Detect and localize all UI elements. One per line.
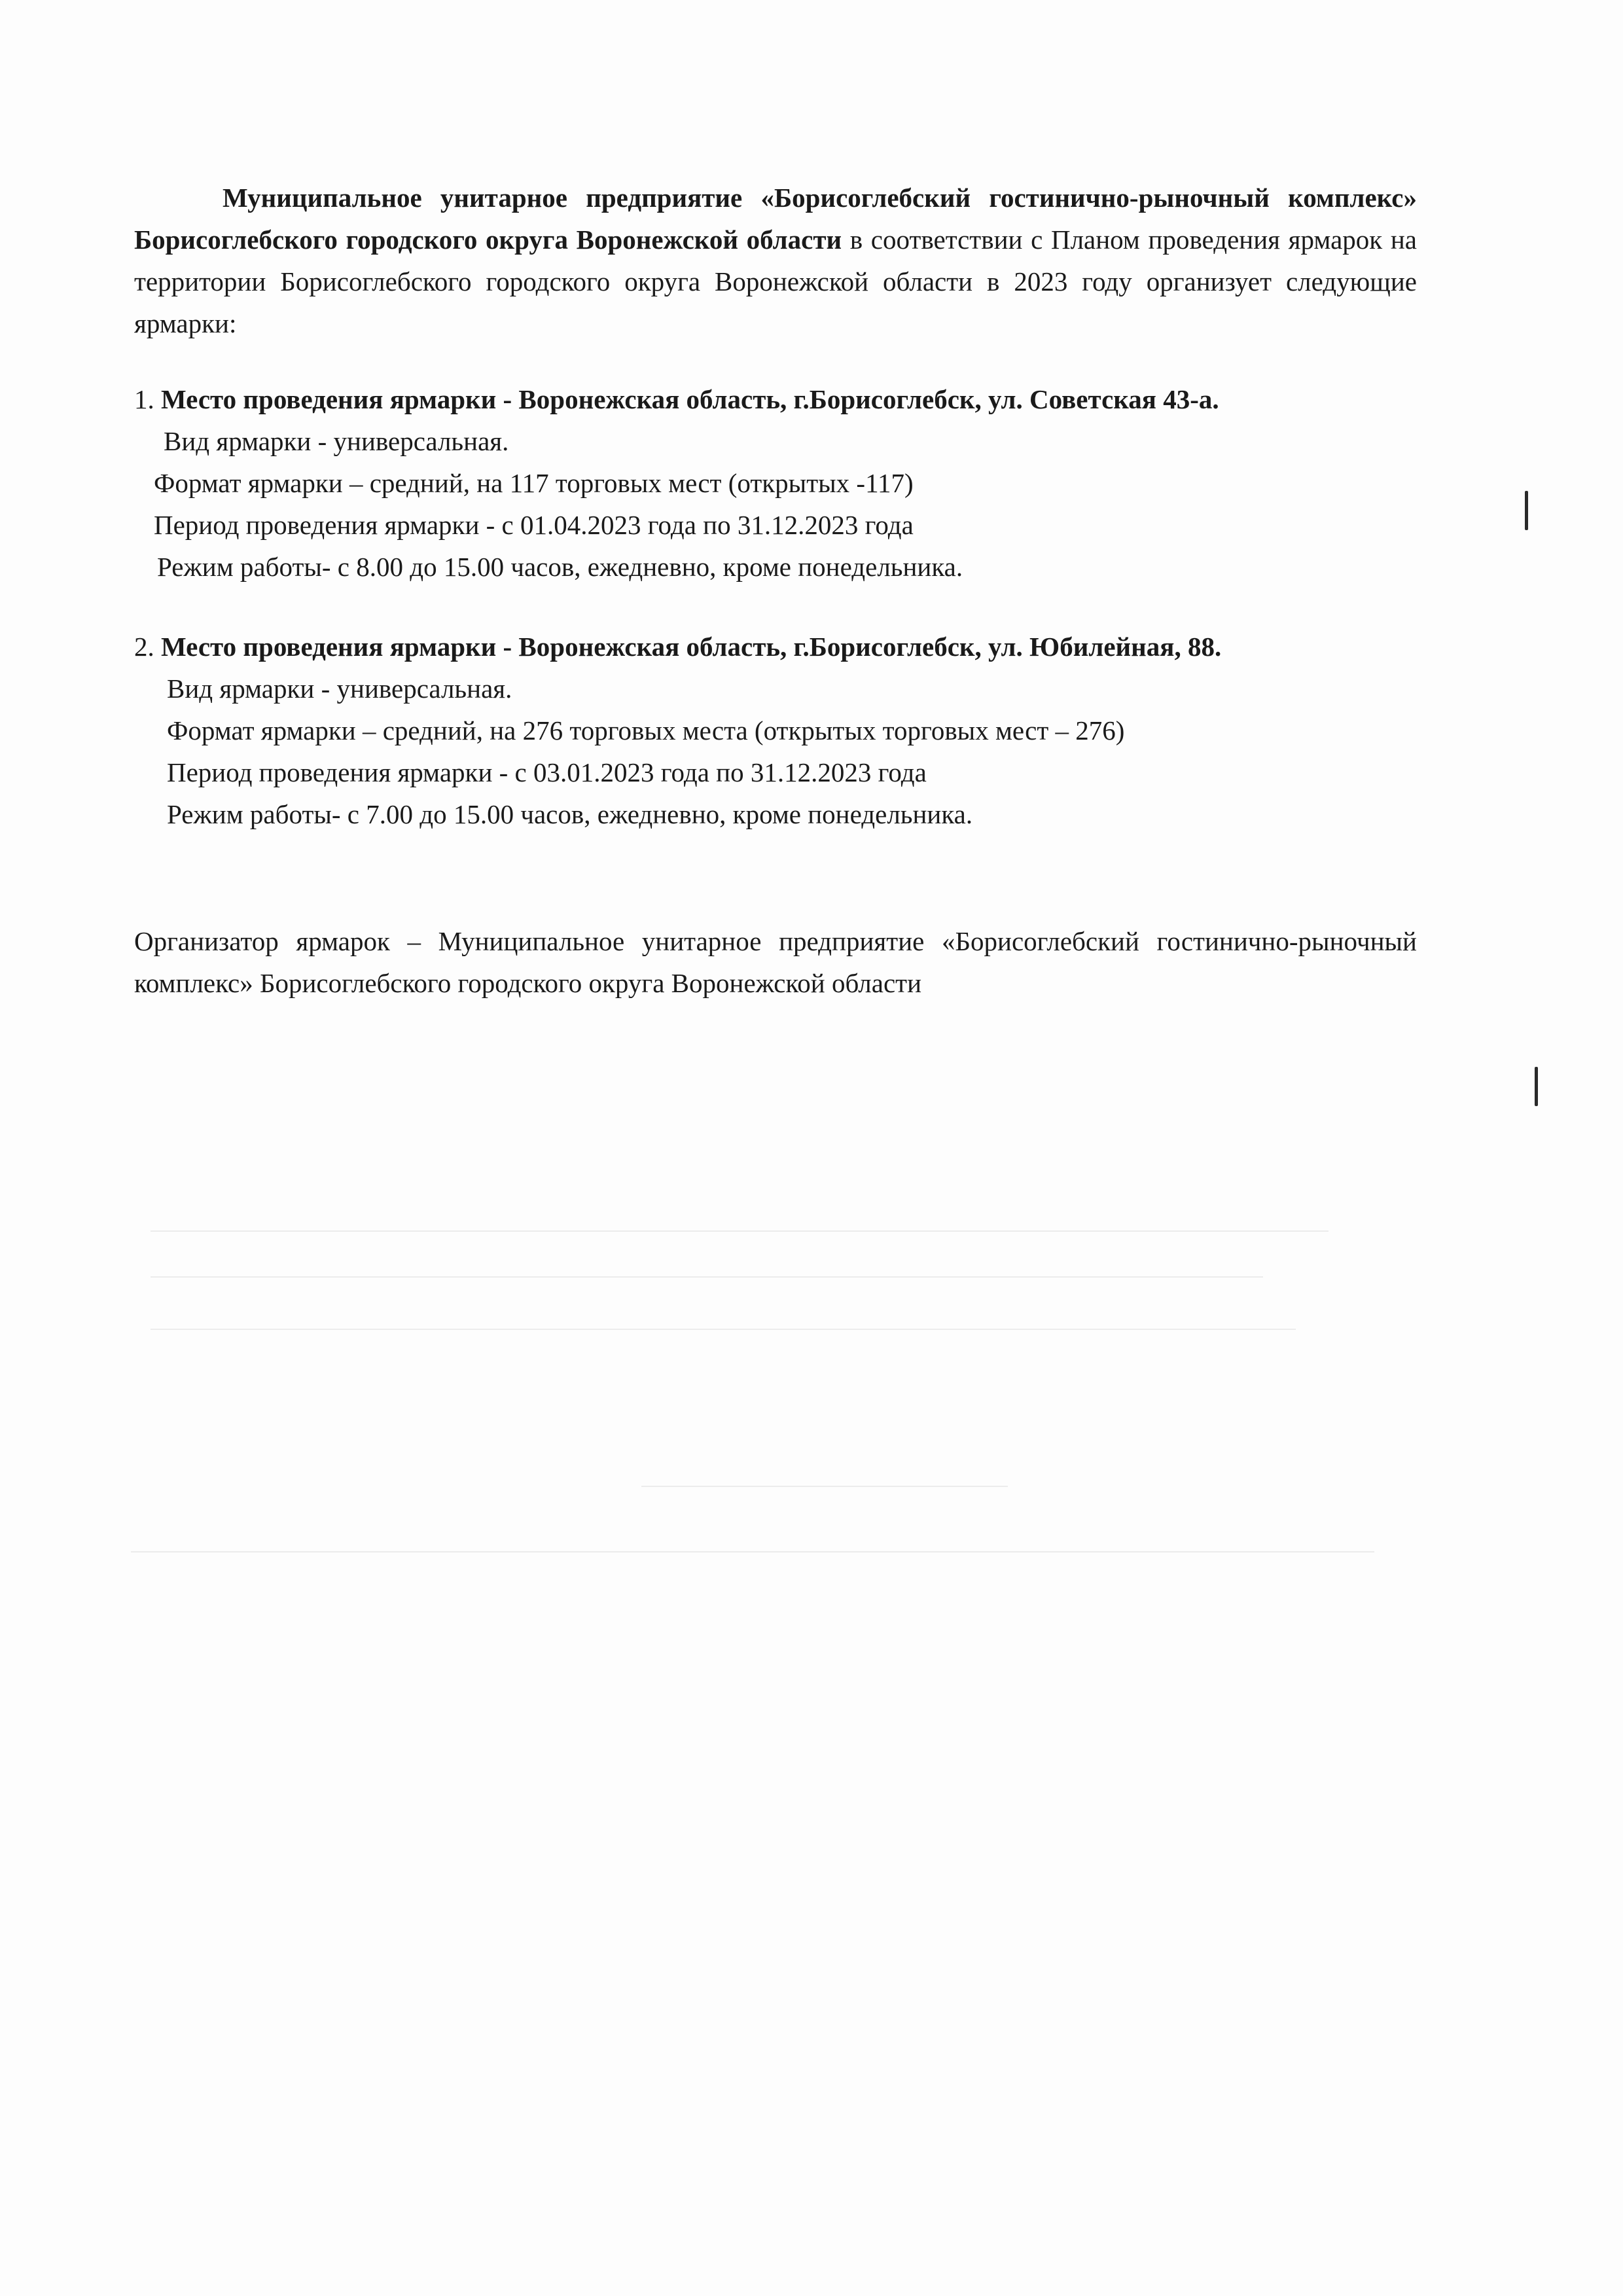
fair-1-format: Формат ярмарки – средний, на 117 торговых мест (открытых -117) <box>154 468 914 498</box>
scan-edge-mark <box>1525 491 1528 530</box>
fair-1-schedule: Режим работы- с 8.00 до 15.00 часов, ежедневно, кроме понедельника. <box>157 552 963 582</box>
fair-2-type: Вид ярмарки - универсальная. <box>167 673 512 704</box>
fair-1-number: 1. <box>134 384 161 414</box>
organizer-paragraph: Организатор ярмарок – Муниципальное унитарное предприятие «Борисоглебский гостинично-рыночный комплекс» Борисоглебского городского округа Воронежской области <box>134 926 1417 998</box>
scan-artifact <box>131 1551 1374 1552</box>
fair-1-location <box>134 378 1417 420</box>
fair-2-number: 2. <box>134 632 161 662</box>
document-body <box>134 177 1417 1031</box>
fair-2-location <box>134 626 1417 668</box>
fair-section-1 <box>134 378 1417 588</box>
fair-section-2 <box>134 626 1417 835</box>
scan-artifact <box>641 1486 1008 1487</box>
intro-text: в соответствии с Планом проведения ярмарок на территории Борисоглебского городского округа Воронежской области в 2023 году организует следующие ярмарки: <box>134 224 1417 338</box>
fair-2-schedule: Режим работы- с 7.00 до 15.00 часов, ежедневно, кроме понедельника. <box>167 799 973 829</box>
scan-artifact <box>151 1276 1263 1278</box>
scan-edge-mark <box>1535 1067 1538 1106</box>
fair-2-format: Формат ярмарки – средний, на 276 торговых места (открытых торговых мест – 276) <box>167 715 1125 745</box>
fair-1-location-text: Место проведения ярмарки - Воронежская область, г.Борисоглебск, ул. Советская 43-а. <box>161 384 1219 414</box>
intro-organization: Муниципальное унитарное предприятие «Борисоглебский гостинично-рыночный комплекс» Борисоглебского городского округа Воронежской области <box>134 183 1417 255</box>
intro-paragraph <box>134 177 1417 344</box>
fair-2-period: Период проведения ярмарки - с 03.01.2023 года по 31.12.2023 года <box>167 757 927 787</box>
scan-artifact <box>151 1329 1296 1330</box>
scan-artifact <box>151 1230 1329 1232</box>
fair-1-period: Период проведения ярмарки - с 01.04.2023 года по 31.12.2023 года <box>154 510 914 540</box>
fair-1-type: Вид ярмарки - универсальная. <box>164 426 509 456</box>
fair-2-location-text: Место проведения ярмарки - Воронежская область, г.Борисоглебск, ул. Юбилейная, 88. <box>161 632 1222 662</box>
